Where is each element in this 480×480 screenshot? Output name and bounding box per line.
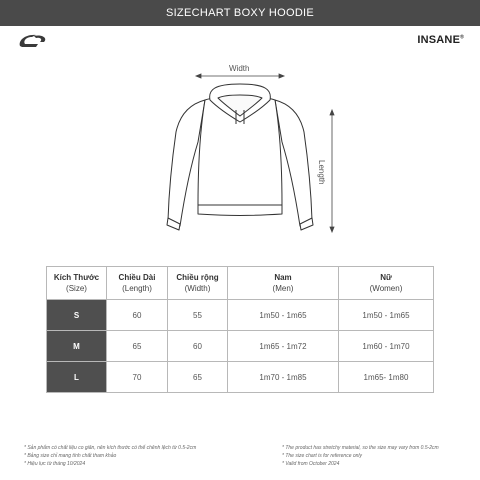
- length-label: Length: [317, 160, 326, 185]
- header-title: Kích Thước: [53, 273, 100, 282]
- col-header-men: [228, 267, 339, 300]
- women-cell: 1m65- 1m80: [339, 362, 434, 393]
- note-line: * The size chart is for reference only: [282, 453, 363, 459]
- header-subtitle: (Size): [66, 284, 87, 293]
- width-cell: 55: [168, 300, 228, 331]
- men-cell: 1m70 - 1m85: [228, 362, 339, 393]
- width-label: Width: [229, 64, 250, 73]
- col-header-length: [107, 267, 168, 300]
- table-header-row: [47, 267, 434, 300]
- page-title: SIZECHART BOXY HOODIE: [165, 7, 315, 19]
- width-cell: 60: [168, 331, 228, 362]
- size-cell: L: [47, 362, 107, 393]
- header-subtitle: (Width): [184, 284, 211, 293]
- length-cell: 65: [107, 331, 168, 362]
- width-arrow: [196, 74, 284, 78]
- note-line: * Hiệu lực từ tháng 10/2024: [24, 461, 86, 467]
- notes-english: [282, 444, 439, 468]
- header-title: Nam: [274, 273, 292, 282]
- length-cell: 60: [107, 300, 168, 331]
- length-arrow: [330, 110, 334, 232]
- length-cell: 70: [107, 362, 168, 393]
- size-cell: M: [47, 331, 107, 362]
- col-header-width: [168, 267, 228, 300]
- note-line: * The product has stretchy material, so the size may vary from 0.5-2cm: [282, 445, 439, 451]
- men-cell: 1m50 - 1m65: [228, 300, 339, 331]
- note-line: * Sản phẩm có chất liệu co giãn, nên kích thước có thể chênh lệch từ 0.5-2cm: [24, 445, 197, 451]
- table-row: [47, 331, 434, 362]
- col-header-size: [47, 267, 107, 300]
- header-title: Chiều Dài: [118, 273, 156, 282]
- notes-vietnamese: [24, 444, 196, 468]
- header-title: Nữ: [380, 273, 392, 282]
- women-cell: 1m50 - 1m65: [339, 300, 434, 331]
- table-row: [47, 300, 434, 331]
- table-row: [47, 362, 434, 393]
- width-cell: 65: [168, 362, 228, 393]
- hoodie-outline: [167, 84, 313, 230]
- header-subtitle: (Women): [369, 284, 403, 293]
- brand-text: INSANE: [417, 34, 461, 46]
- size-cell: S: [47, 300, 107, 331]
- header-subtitle: (Men): [272, 284, 294, 293]
- note-line: * Valid from October 2024: [282, 461, 340, 467]
- women-cell: 1m60 - 1m70: [339, 331, 434, 362]
- col-header-women: [339, 267, 434, 300]
- note-line: * Bảng size chỉ mang tính chất tham khảo: [24, 453, 117, 459]
- size-table: [46, 266, 434, 393]
- registered-mark: ®: [460, 34, 464, 41]
- men-cell: 1m65 - 1m72: [228, 331, 339, 362]
- header-subtitle: (Length): [122, 284, 152, 293]
- header-title: Chiều rộng: [176, 273, 219, 282]
